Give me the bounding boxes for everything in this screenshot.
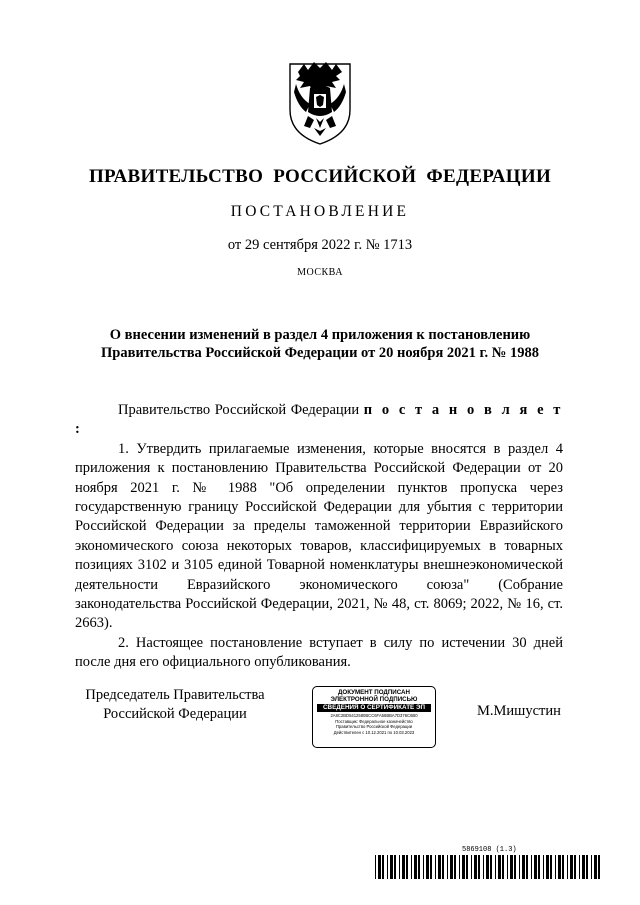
document-type: ПОСТАНОВЛЕНИЕ <box>230 203 410 220</box>
stamp-validity: Действителен с 10.12.2021 по 10.03.2023 <box>333 729 415 735</box>
stamp-serial: 2A8C2BD5412580BCC6FA56BBA7D376C6B0 <box>330 713 418 718</box>
document-body <box>75 401 563 673</box>
heading-line-2: Правительства Российской Федерации от 20 ноября 2021 г. № 1988 <box>101 345 539 361</box>
document-code: 5869108 (1.3) <box>462 846 517 854</box>
item-1-paragraph: 1. Утвердить прилагаемые изменения, которые вносятся в раздел 4 приложения к постановлению Правительства Российской Федерации от 20 ноября 2021 г. № 1988 "Об определении пунктов пропуска через государственную границу Российской Федерации для убытия с территории Российской Федерации за пределы таможенной территории Евразийского экономического союза некоторых товаров, классифицируемых в товарных позициях 3102 и 3105 единой Товарной номенклатуры внешнеэкономической деятельности Евразийского экономического союза" (Собрание законодательства Российской Федерации, 2021, № 48, ст. 8069; 2022, № 16, ст. 2663). <box>75 440 563 632</box>
heading-line-1: О внесении изменений в раздел 4 приложения к постановлению <box>109 327 531 343</box>
government-title: ПРАВИТЕЛЬСТВО РОССИЙСКОЙ ФЕДЕРАЦИИ <box>88 166 552 187</box>
position-line-1: Председатель Правительства <box>85 687 265 703</box>
electronic-signature-stamp <box>312 686 436 748</box>
item-2-paragraph: 2. Настоящее постановление вступает в силу по истечении 30 дней после дня его официального опубликования. <box>75 634 563 671</box>
signatory-name: М.Мишустин <box>477 703 561 719</box>
barcode <box>375 855 601 879</box>
document-city: МОСКВА <box>297 267 343 278</box>
intro-paragraph <box>75 401 563 440</box>
coat-of-arms-emblem <box>286 58 354 146</box>
stamp-line-2: ЭЛЕКТРОННОЙ ПОДПИСЬЮ <box>330 696 418 703</box>
document-date-number: от 29 сентября 2022 г. № 1713 <box>227 237 413 253</box>
stamp-line-1: ДОКУМЕНТ ПОДПИСАН <box>338 689 410 696</box>
signatory-position <box>80 686 270 724</box>
decree-word: п о с т а н о в л я е т : <box>75 402 564 438</box>
position-line-2: Российской Федерации <box>103 706 247 722</box>
stamp-owner: Правительство Российской Федерации <box>335 724 413 729</box>
stamp-issuer: Поставщик: Федеральное казначейство <box>335 718 413 724</box>
intro-text: Правительство Российской Федерации <box>118 402 364 418</box>
document-heading <box>60 326 580 362</box>
stamp-cert-bar: СВЕДЕНИЯ О СЕРТИФИКАТЕ ЭП <box>317 704 431 712</box>
